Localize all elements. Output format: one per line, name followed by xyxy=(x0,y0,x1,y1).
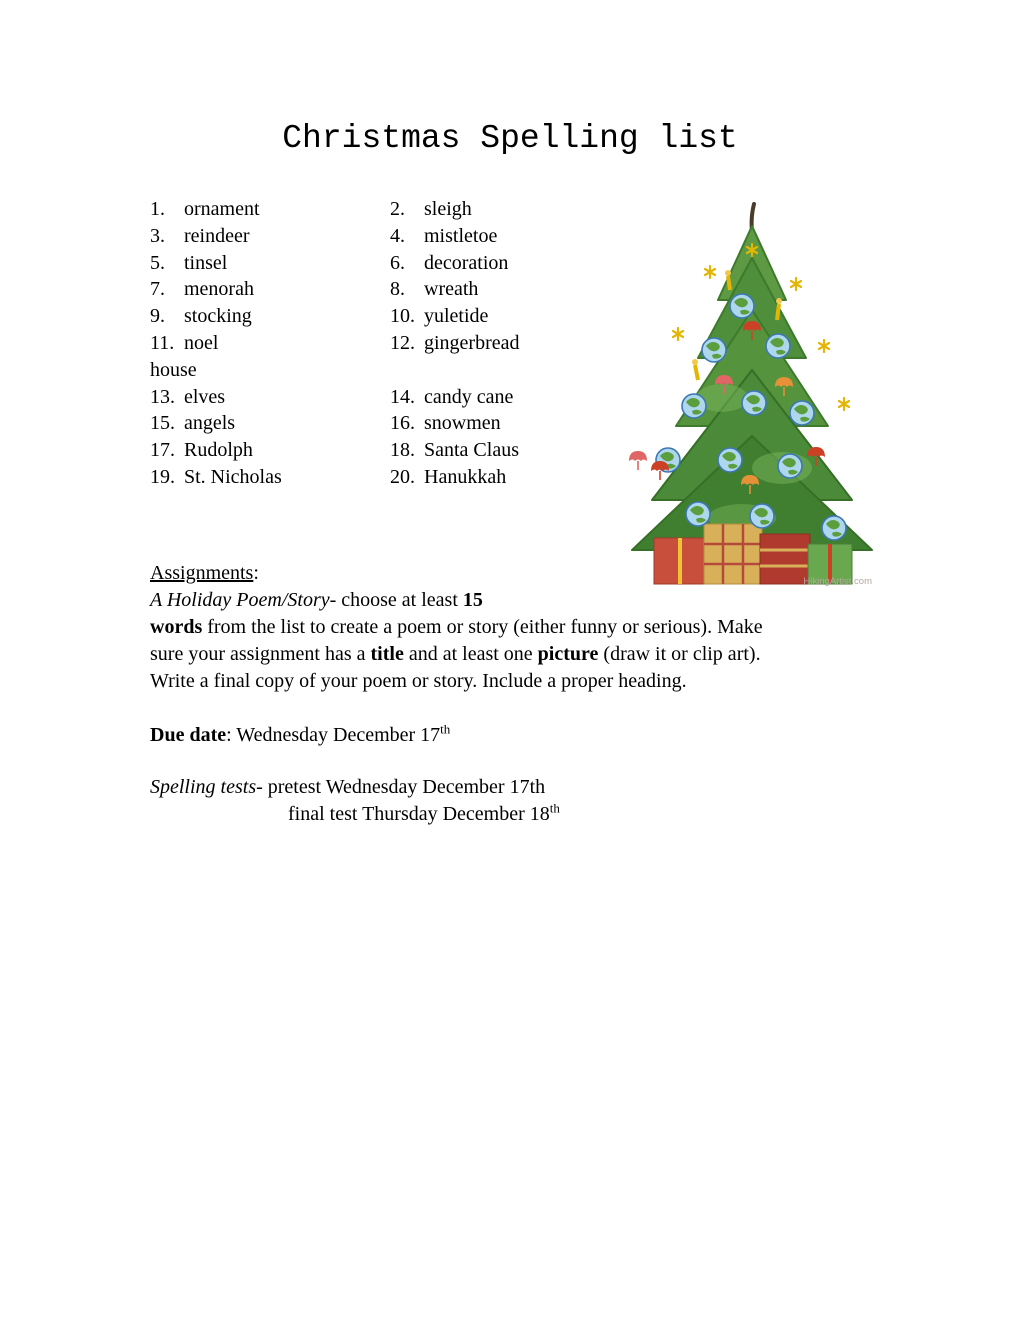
spelling-list xyxy=(150,196,610,491)
item-word: reindeer xyxy=(184,224,250,247)
item-word: decoration xyxy=(424,251,509,274)
list-cell xyxy=(390,384,630,411)
line1-text: - choose at least xyxy=(329,589,463,611)
item-word: mistletoe xyxy=(424,224,498,247)
assignments-line-4 xyxy=(150,668,940,695)
final-test-text: final test Thursday December 18 xyxy=(288,803,550,825)
assignments-section xyxy=(150,560,940,695)
item-word: stocking xyxy=(184,305,252,328)
item-word: Hanukkah xyxy=(424,465,507,488)
list-cell xyxy=(390,276,630,303)
item-number: 5. xyxy=(150,251,165,274)
spelling-list-row xyxy=(150,330,610,357)
item-word: Rudolph xyxy=(184,439,253,462)
item-word: tinsel xyxy=(184,251,228,274)
assignments-line-1 xyxy=(150,587,940,614)
item-word: house xyxy=(150,358,197,381)
item-word: ornament xyxy=(184,198,260,220)
item-number: 4. xyxy=(390,224,405,247)
spelling-list-row xyxy=(150,276,610,303)
item-number: 2. xyxy=(390,198,405,220)
item-number: 7. xyxy=(150,278,165,301)
list-cell xyxy=(150,437,390,464)
line3-text-1: sure your assignment has a xyxy=(150,643,371,665)
page-title: Christmas Spelling list xyxy=(282,120,738,157)
item-word: gingerbread xyxy=(424,331,520,354)
due-date-ordinal: th xyxy=(440,721,451,737)
item-number: 3. xyxy=(150,224,165,247)
item-word: snowmen xyxy=(424,412,501,435)
item-word: elves xyxy=(184,385,226,408)
spelling-list-row xyxy=(150,250,610,277)
due-date-line xyxy=(150,722,450,749)
christmas-tree-graphic xyxy=(602,198,880,593)
spelling-list-row xyxy=(150,223,610,250)
assignments-heading xyxy=(150,560,940,587)
item-word: noel xyxy=(184,331,219,354)
list-cell xyxy=(390,196,630,223)
line3-text-3: (draw it or clip art). xyxy=(598,643,761,665)
item-number: 9. xyxy=(150,305,165,328)
item-number: 12. xyxy=(390,331,415,354)
assignments-heading-label: Assignments xyxy=(150,562,254,584)
pretest-text: - pretest Wednesday December 17th xyxy=(256,776,546,798)
title-label: title xyxy=(370,643,404,665)
due-date-text: : Wednesday December 17 xyxy=(226,724,441,746)
item-word: Santa Claus xyxy=(424,439,519,462)
due-date-label: Due date xyxy=(150,724,227,746)
item-number: 11. xyxy=(150,331,175,354)
list-cell xyxy=(390,437,630,464)
spelling-list-row xyxy=(150,464,610,491)
item-number: 6. xyxy=(390,251,405,274)
christmas-tree-illustration xyxy=(602,198,880,593)
spelling-tests-line-1 xyxy=(150,774,560,801)
item-number: 16. xyxy=(390,412,415,435)
item-word: candy cane xyxy=(424,385,514,408)
spelling-list-continuation xyxy=(150,357,610,384)
list-cell xyxy=(390,410,630,437)
item-word: menorah xyxy=(184,278,254,301)
assignments-heading-colon: : xyxy=(253,562,259,584)
item-number: 10. xyxy=(390,305,415,328)
list-cell xyxy=(390,223,630,250)
spelling-tests-section xyxy=(150,774,560,828)
illustration-credit: HikingArtist.com xyxy=(803,576,872,587)
line3-text-2: and at least one xyxy=(403,643,538,665)
list-cell xyxy=(390,250,630,277)
final-test-ordinal: th xyxy=(549,800,560,816)
words-label: words xyxy=(150,616,203,638)
list-cell xyxy=(150,410,390,437)
list-cell xyxy=(150,250,390,277)
spelling-list-row xyxy=(150,437,610,464)
list-cell xyxy=(150,384,390,411)
item-word: St. Nicholas xyxy=(184,465,282,488)
list-cell xyxy=(150,464,390,491)
list-cell xyxy=(150,303,390,330)
line4-text: Write a final copy of your poem or story. Include a proper heading. xyxy=(150,670,687,692)
item-number: 15. xyxy=(150,412,175,435)
item-number: 14. xyxy=(390,385,415,408)
spelling-list-row xyxy=(150,384,610,411)
item-number: 17. xyxy=(150,439,175,462)
list-cell xyxy=(390,330,630,357)
spelling-tests-line-2 xyxy=(288,801,560,828)
item-word: yuletide xyxy=(424,305,489,328)
item-number: 1. xyxy=(150,198,165,220)
list-cell xyxy=(150,330,390,357)
item-word: angels xyxy=(184,412,236,435)
spelling-tests-label: Spelling tests xyxy=(150,776,257,798)
item-word: sleigh xyxy=(424,198,472,220)
assignments-line-2 xyxy=(150,614,940,641)
list-cell xyxy=(150,196,390,223)
list-cell xyxy=(390,303,630,330)
list-cell xyxy=(150,276,390,303)
item-word: wreath xyxy=(424,278,479,301)
poem-story-label: A Holiday Poem/Story xyxy=(150,589,330,611)
item-number: 20. xyxy=(390,465,415,488)
item-number: 8. xyxy=(390,278,405,301)
word-count: 15 xyxy=(462,589,483,611)
line2-text: from the list to create a poem or story (either funny or serious). Make xyxy=(202,616,763,638)
item-number: 18. xyxy=(390,439,415,462)
item-number: 13. xyxy=(150,385,175,408)
list-cell xyxy=(390,464,630,491)
list-cell xyxy=(150,223,390,250)
picture-label: picture xyxy=(537,643,599,665)
assignments-line-3 xyxy=(150,641,940,668)
spelling-list-row xyxy=(150,410,610,437)
item-number: 19. xyxy=(150,465,175,488)
spelling-list-row xyxy=(150,303,610,330)
spelling-list-row xyxy=(150,196,610,223)
